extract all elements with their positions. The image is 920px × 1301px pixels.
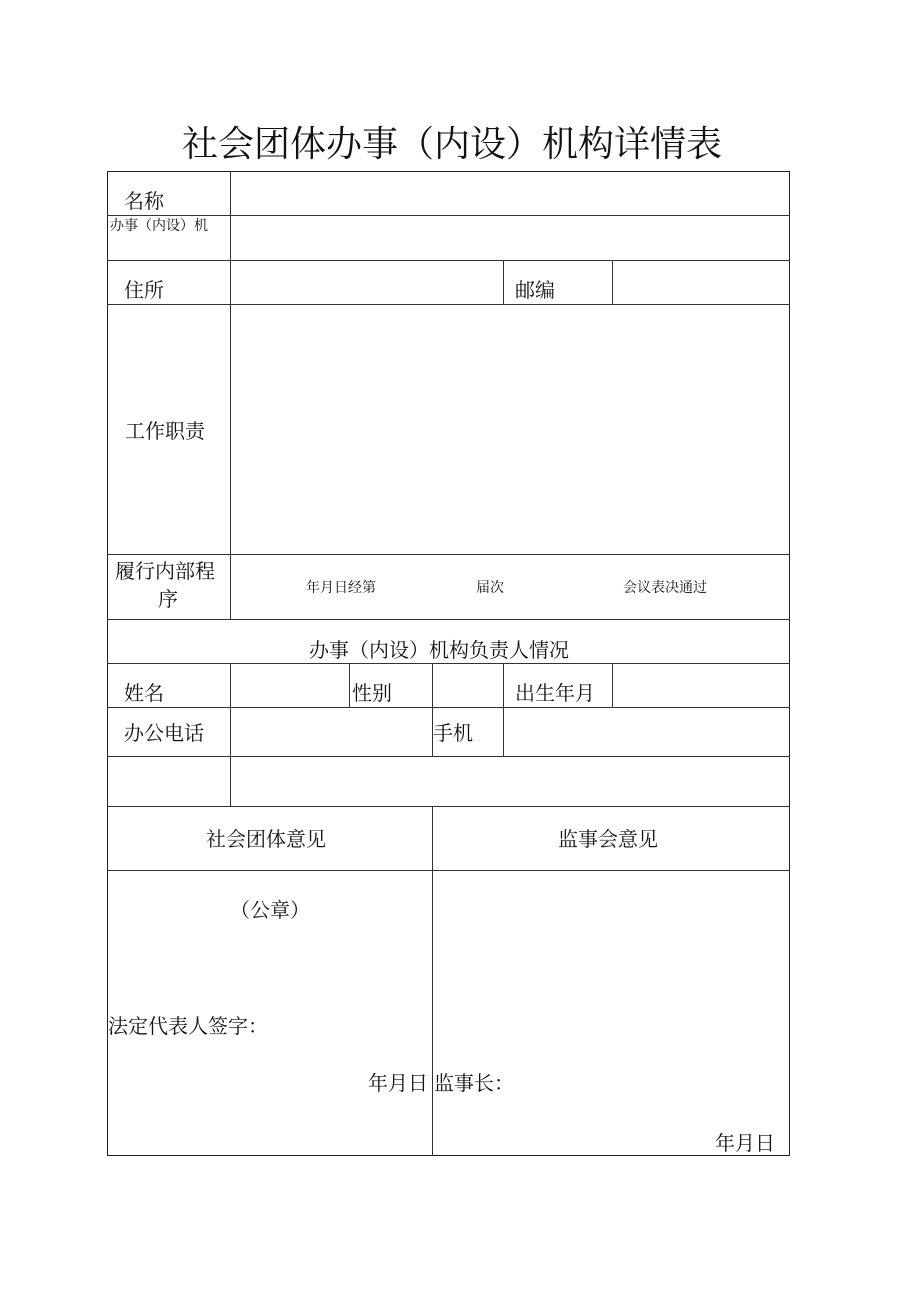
office-phone-field[interactable] [231, 708, 432, 756]
address-label: 住所 [124, 278, 164, 302]
duties-field[interactable] [231, 305, 789, 554]
row-divider [107, 870, 790, 871]
page-title: 社会团体办事（内设）机构详情表 [181, 124, 722, 165]
extra-label-cell[interactable] [108, 757, 230, 806]
gender-label: 性别 [352, 681, 392, 705]
supervisor-opinion-heading: 监事会意见 [558, 827, 658, 851]
row-divider [107, 554, 790, 555]
office-phone-label: 办公电话 [124, 721, 204, 745]
postcode-label: 邮编 [515, 278, 555, 302]
gender-field[interactable] [433, 664, 503, 707]
row-divider [107, 619, 790, 620]
procedure-date-text: 年月日经第 [306, 580, 376, 596]
birth-field[interactable] [613, 664, 789, 707]
person-name-label: 姓名 [124, 681, 164, 705]
col-divider [503, 260, 504, 304]
procedure-session-text: 届次 [476, 580, 504, 596]
procedure-vote-text: 会议表决通过 [623, 580, 707, 596]
col-divider [432, 806, 433, 1156]
org-date-text: 年月日 [368, 1071, 428, 1095]
address-field[interactable] [231, 261, 503, 304]
name-field[interactable] [231, 172, 789, 215]
person-name-field[interactable] [231, 664, 349, 707]
supervisor-date-text: 年月日 [715, 1131, 775, 1155]
row-divider [107, 806, 790, 807]
extra-field[interactable] [231, 757, 789, 806]
procedure-label-line1: 履行内部程 [115, 559, 215, 583]
org-opinion-heading: 社会团体意见 [206, 827, 326, 851]
legal-rep-signature-label: 法定代表人签字： [108, 1014, 268, 1038]
seal-text: （公章） [230, 898, 310, 922]
mobile-field[interactable] [504, 708, 789, 756]
name-label: 名称 [124, 189, 164, 213]
duties-label: 工作职责 [125, 419, 205, 443]
birth-label: 出生年月 [515, 681, 595, 705]
col-divider [349, 663, 350, 707]
postcode-field[interactable] [613, 261, 789, 304]
leader-section-heading: 办事（内设）机构负责人情况 [309, 638, 569, 662]
office-field[interactable] [231, 216, 789, 260]
mobile-label: 手机 [433, 721, 473, 745]
supervisor-chief-label: 监事长： [434, 1071, 514, 1095]
procedure-label-line2: 序 [158, 587, 178, 611]
office-label: 办事（内设）机 [110, 218, 208, 234]
